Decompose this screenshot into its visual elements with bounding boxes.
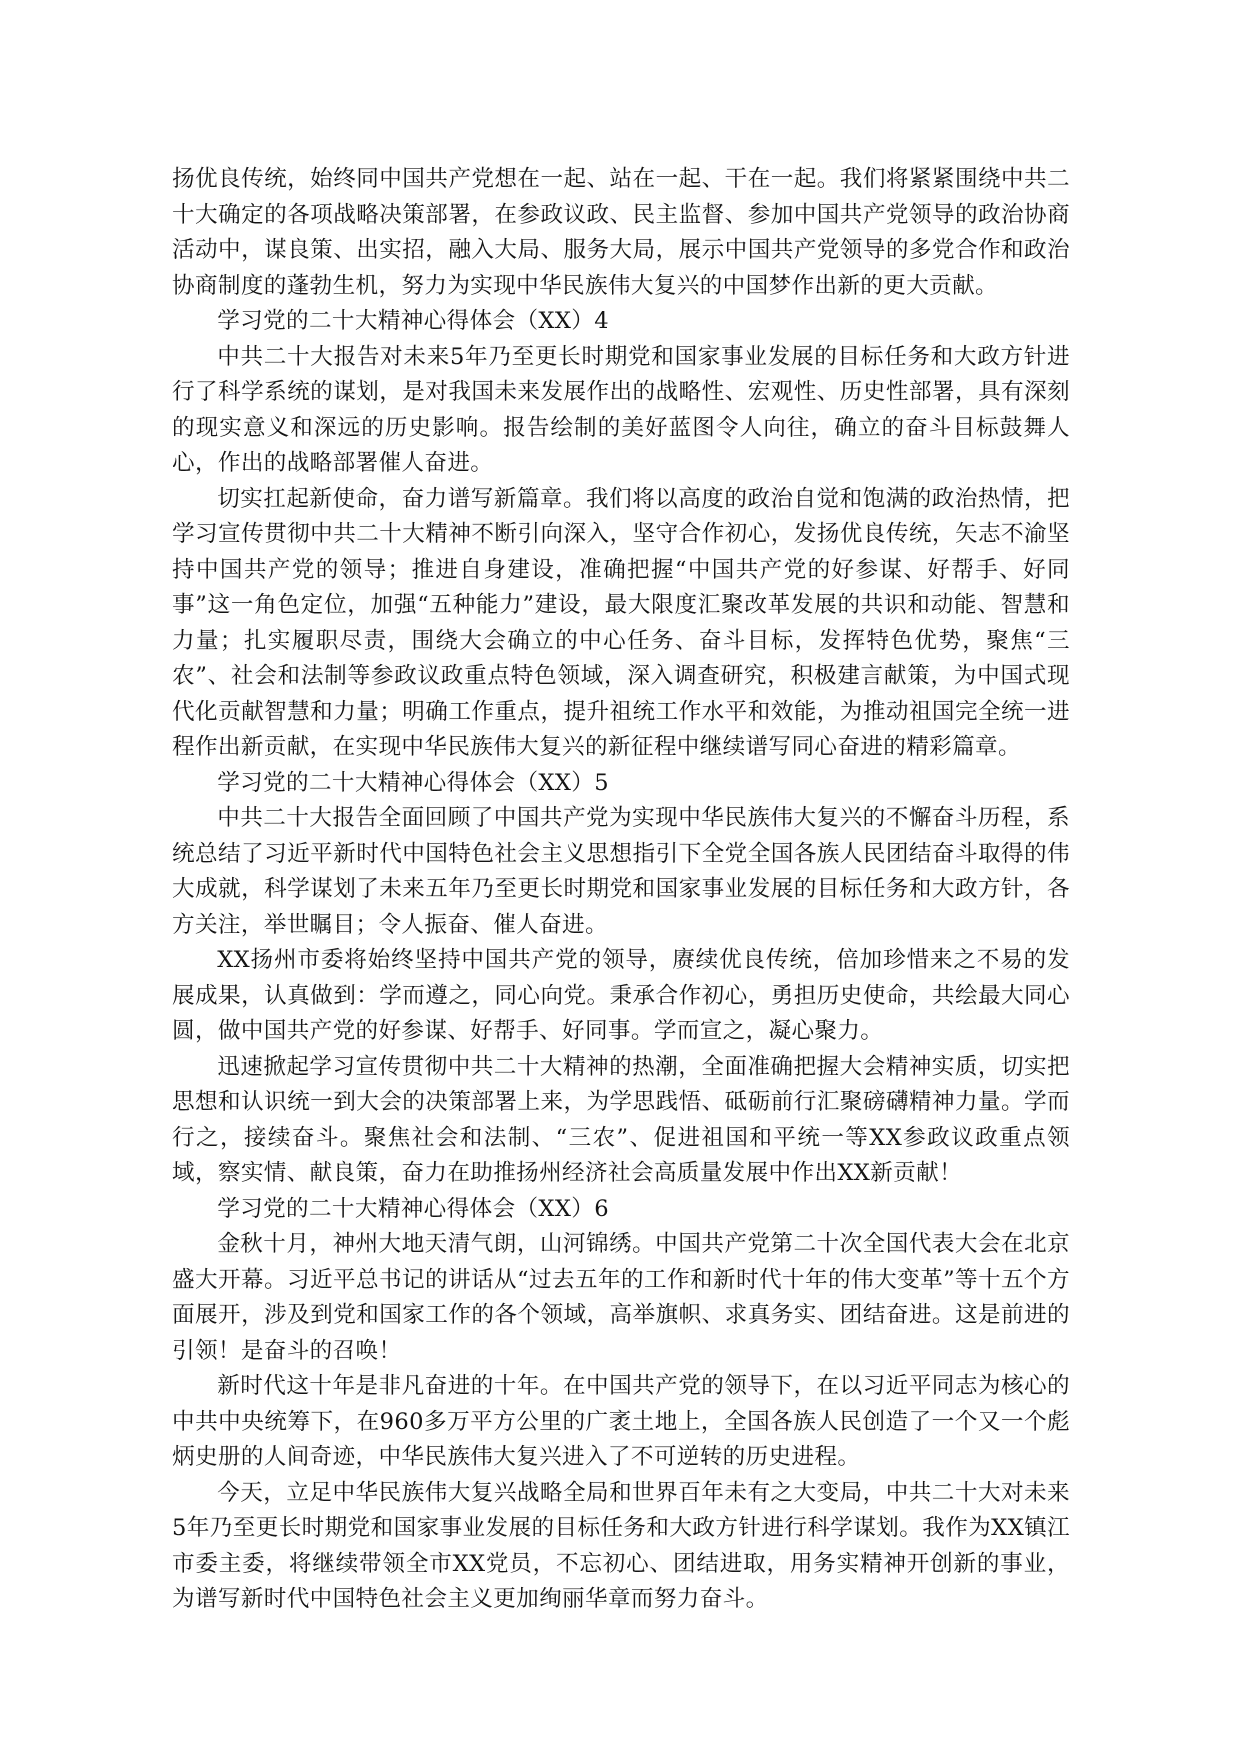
section-heading-5: 学习党的二十大精神心得体会（XX）5 xyxy=(217,769,609,796)
paragraph: 迅速掀起学习宣传贯彻中共二十大精神的热潮，全面准确把握大会精神实质，切实把思想和认识统一到大会的决策部署上来，为学思践悟、砥砺前行汇聚磅礴精神力量。学而行之，接续奋斗。聚焦社会和法制、“三农”、促进祖国和平统一等XX参政议政重点领域，察实情、献良策，奋力在助推扬州经济社会高质量发展中作出XX新贡献！ xyxy=(172,1053,1070,1186)
paragraph: 新时代这十年是非凡奋进的十年。在中国共产党的领导下，在以习近平同志为核心的中共中央统筹下，在960多万平方公里的广袤土地上，全国各族人民创造了一个又一个彪炳史册的人间奇迹，中华民族伟大复兴进入了不可逆转的历史进程。 xyxy=(172,1373,1070,1470)
paragraph-continuation: 扬优良传统，始终同中国共产党想在一起、站在一起、干在一起。我们将紧紧围绕中共二十大确定的各项战略决策部署，在参政议政、民主监督、参加中国共产党领导的政治协商活动中，谋良策、出实招，融入大局、服务大局，展示中国共产党领导的多党合作和政治协商制度的蓬勃生机，努力为实现中华民族伟大复兴的中国梦作出新的更大贡献。 xyxy=(172,166,1070,299)
section-heading-4: 学习党的二十大精神心得体会（XX）4 xyxy=(217,308,609,334)
paragraph: XX扬州市委将始终坚持中国共产党的领导，赓续优良传统，倍加珍惜来之不易的发展成果，认真做到：学而遵之，同心向党。秉承合作初心，勇担历史使命，共绘最大同心圆，做中国共产党的好参谋、好帮手、好同事。学而宣之，凝心聚力。 xyxy=(172,947,1070,1044)
paragraph: 切实扛起新使命，奋力谱写新篇章。我们将以高度的政治自觉和饱满的政治热情，把学习宣传贯彻中共二十大精神不断引向深入，坚守合作初心，发扬优良传统，矢志不渝坚持中国共产党的领导；推进自身建设，准确把握“中国共产党的好参谋、好帮手、好同事”这一角色定位，加强“五种能力”建设，最大限度汇聚改革发展的共识和动能、智慧和力量；扎实履职尽责，围绕大会确立的中心任务、奋斗目标，发挥特色优势，聚焦“三农”、社会和法制等参政议政重点特色领域，深入调查研究，积极建言献策，为中国式现代化贡献智慧和力量；明确工作重点，提升祖统工作水平和效能，为推动祖国完全统一进程作出新贡献，在实现中华民族伟大复兴的新征程中继续谱写同心奋进的精彩篇章。 xyxy=(172,485,1070,760)
paragraph: 中共二十大报告对未来5年乃至更长时期党和国家事业发展的目标任务和大政方针进行了科学系统的谋划，是对我国未来发展作出的战略性、宏观性、历史性部署，具有深刻的现实意义和深远的历史影响。报告绘制的美好蓝图令人向往，确立的奋斗目标鼓舞人心，作出的战略部署催人奋进。 xyxy=(172,343,1070,476)
paragraph: 中共二十大报告全面回顾了中国共产党为实现中华民族伟大复兴的不懈奋斗历程，系统总结了习近平新时代中国特色社会主义思想指引下全党全国各族人民团结奋斗取得的伟大成就，科学谋划了未来五年乃至更长时期党和国家事业发展的目标任务和大政方针，各方关注，举世瞩目；令人振奋、催人奋进。 xyxy=(172,805,1070,938)
paragraph: 金秋十月，神州大地天清气朗，山河锦绣。中国共产党第二十次全国代表大会在北京盛大开幕。习近平总书记的讲话从“过去五年的工作和新时代十年的伟大变革”等十五个方面展开，涉及到党和国家工作的各个领域，高举旗帜、求真务实、团结奋进。这是前进的引领！是奋斗的召唤！ xyxy=(172,1231,1070,1364)
section-heading-6: 学习党的二十大精神心得体会（XX）6 xyxy=(217,1195,609,1222)
document-page xyxy=(172,162,1070,1618)
paragraph: 今天，立足中华民族伟大复兴战略全局和世界百年未有之大变局，中共二十大对未来5年乃至更长时期党和国家事业发展的目标任务和大政方针进行科学谋划。我作为XX镇江市委主委，将继续带领全市XX党员，不忘初心、团结进取，用务实精神开创新的事业，为谱写新时代中国特色社会主义更加绚丽华章而努力奋斗。 xyxy=(172,1479,1070,1612)
